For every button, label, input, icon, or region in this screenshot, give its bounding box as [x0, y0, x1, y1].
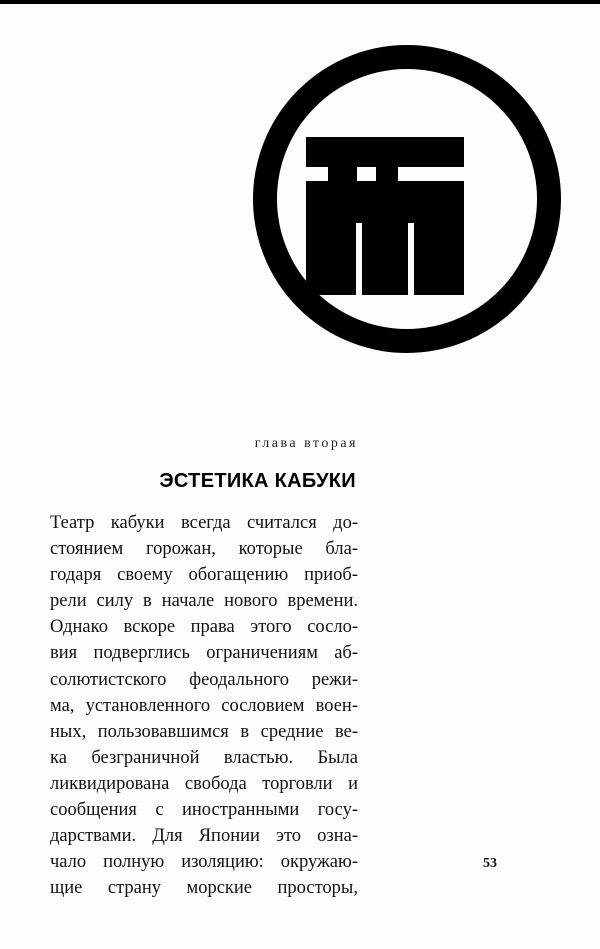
body-line: ных, пользовавшимся в средние ве- [50, 721, 358, 742]
body-text [50, 510, 358, 901]
kabuki-crest-icon [252, 44, 562, 354]
body-line: щие страну морские просторы, [50, 878, 358, 899]
body-line: сообщения с иностранными госу- [50, 800, 358, 821]
body-line: вия подверглись ограничениям аб- [50, 643, 358, 664]
body-line: ка безграничной властью. Была [50, 747, 358, 768]
body-line: ликвидирована свобода торговли и [50, 773, 358, 794]
body-line: годаря своему обогащению приоб- [50, 565, 358, 586]
body-line: чало полную изоляцию: окружаю- [50, 852, 358, 873]
chapter-title: ЭСТЕТИКА КАБУКИ [159, 470, 356, 492]
page-number: 53 [483, 856, 497, 871]
body-line: рели силу в начале нового времени. [50, 591, 358, 612]
body-line: дарствами. Для Японии это озна- [50, 826, 358, 847]
body-line: солютистского феодального режи- [50, 669, 358, 690]
chapter-label: глава вторая [254, 436, 358, 451]
body-line: Однако вскоре права этого сосло- [50, 617, 358, 638]
top-border [0, 0, 600, 4]
body-line: стоянием горожан, которые бла- [50, 539, 358, 560]
body-line: ма, установленного сословием воен- [50, 695, 358, 716]
body-line: Театр кабуки всегда считался до- [50, 513, 358, 533]
